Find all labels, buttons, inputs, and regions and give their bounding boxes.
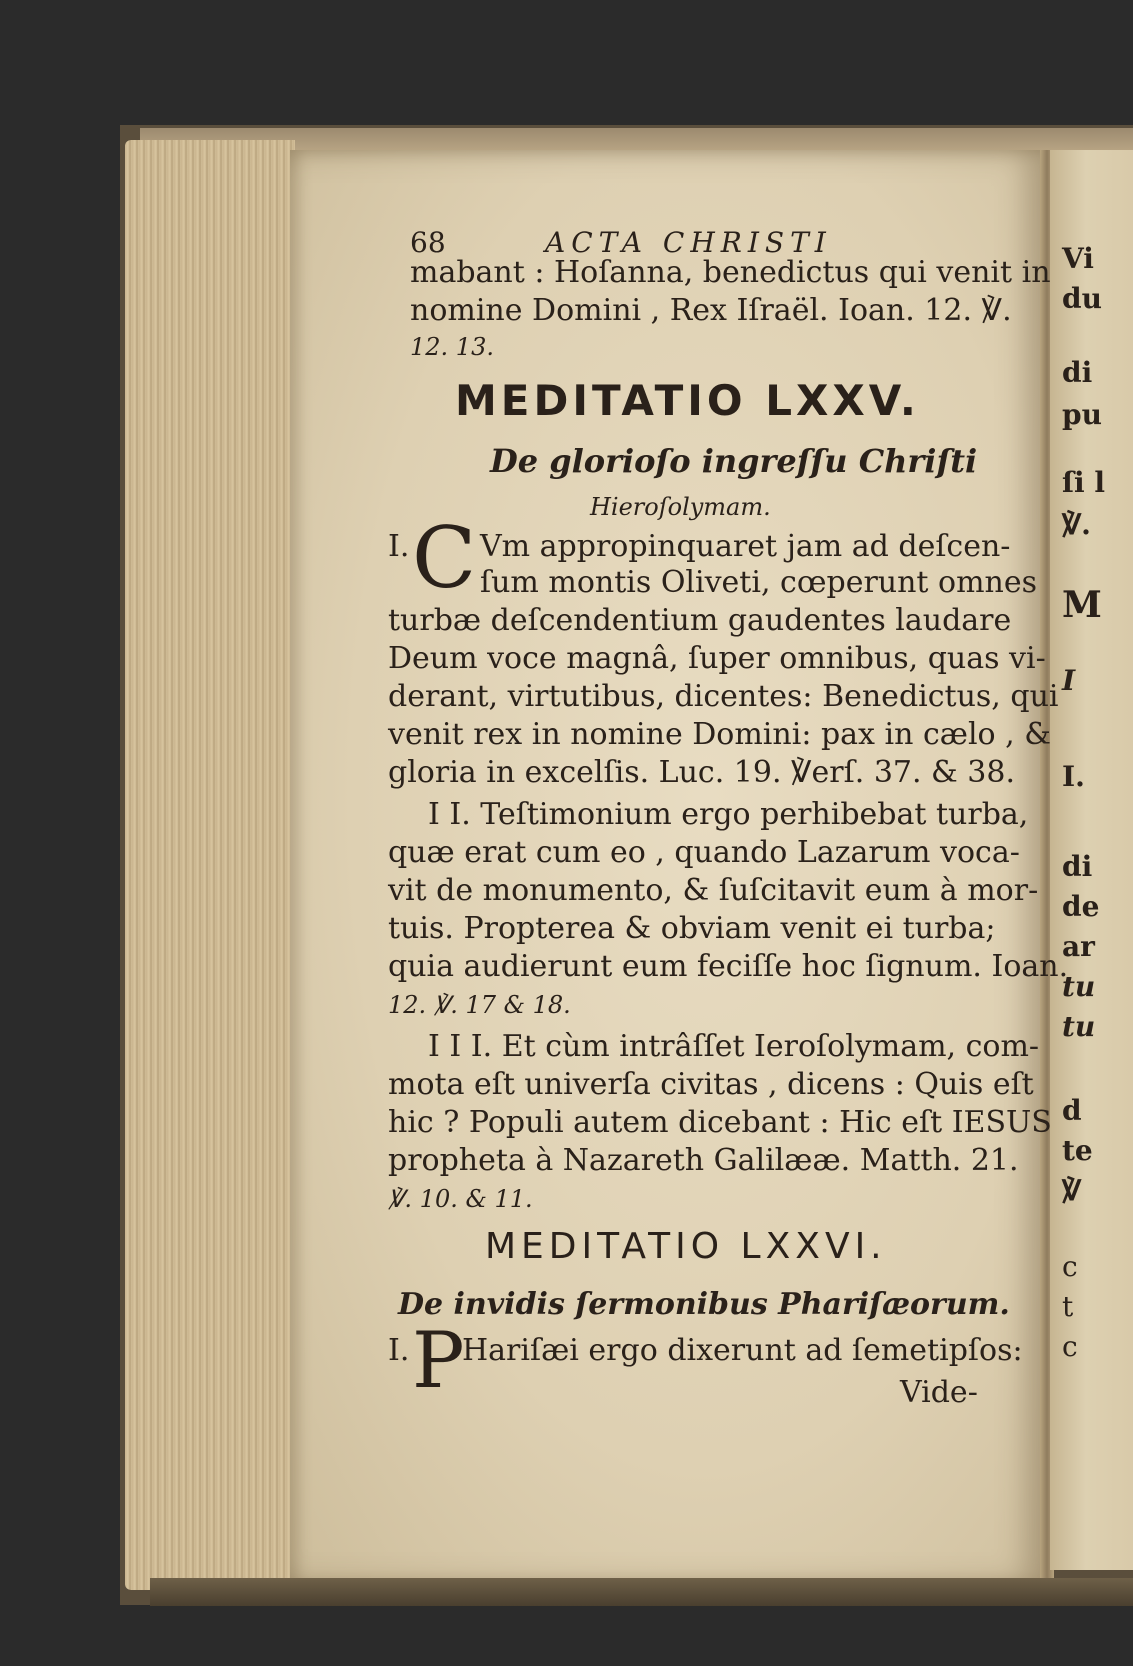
right-fragment: tu (1062, 1010, 1096, 1043)
text-line: Deum voce magnâ, ſuper omnibus, quas vi- (388, 641, 1046, 676)
text-line: turbæ deſcendentium gaudentes laudare (388, 603, 1012, 638)
right-fragment: du (1062, 282, 1102, 315)
text-line: Hariſæi ergo dixerunt ad ſemetipſos: (462, 1333, 1023, 1368)
paragraph-number: I. (388, 529, 410, 564)
text-line: gloria in excelſis. Luc. 19. ℣erſ. 37. & 38. (388, 755, 1016, 790)
text-line: hic ? Populi autem dicebant : Hic eſt IESUS (388, 1105, 1052, 1140)
text-line: 12. 13. (410, 333, 494, 361)
text-line: tuis. Propterea & obviam venit ei turba; (388, 911, 996, 946)
meditatio-75-title: MEDITATIO LXXV. (455, 376, 920, 425)
right-fragment: c (1062, 1330, 1078, 1363)
right-fragment: tu (1062, 970, 1096, 1003)
right-fragment: te (1062, 1134, 1093, 1167)
text-line: vit de monumento, & ſuſcitavit eum à mor- (388, 873, 1039, 908)
running-head: ACTA CHRISTI (545, 226, 832, 259)
text-line: mota eſt univerſa civitas , dicens : Quis eſt (388, 1067, 1034, 1102)
text-line: quæ erat cum eo , quando Lazarum voca- (388, 835, 1020, 870)
right-fragment: di (1062, 356, 1093, 389)
text-line: propheta à Nazareth Galilææ. Matth. 21. (388, 1143, 1019, 1178)
text-line: mabant : Hoſanna, benedictus qui venit in (410, 255, 1051, 290)
meditatio-75-subtitle-2: Hieroſolymam. (590, 493, 771, 521)
text-line: nomine Domini , Rex Iſraël. Ioan. 12. ℣. (410, 293, 1012, 328)
right-fragment: ſi l (1062, 466, 1106, 499)
text-line: I I I. Et cùm intrâſſet Ieroſolymam, com- (428, 1029, 1040, 1064)
text-line: quia audierunt eum feciſſe hoc ſignum. Ioan. (388, 949, 1069, 984)
right-fragment: c (1062, 1250, 1078, 1283)
meditatio-76-subtitle: De invidis ſermonibus Phariſæorum. (398, 1287, 1010, 1322)
right-fragment: pu (1062, 398, 1102, 431)
right-fragment: I (1062, 664, 1076, 697)
book-bottom-edge (150, 1578, 1133, 1606)
right-fragment: Vi (1062, 242, 1094, 275)
right-fragment: t (1062, 1290, 1074, 1323)
text-line: 12. ℣. 17 & 18. (388, 991, 571, 1019)
catchword: Vide- (900, 1375, 978, 1410)
meditatio-76-title: MEDITATIO LXXVI. (485, 1226, 887, 1267)
page-block-edges (125, 140, 295, 1590)
text-line: derant, virtutibus, dicentes: Benedictus, qui (388, 679, 1059, 714)
right-fragment: d (1062, 1094, 1082, 1127)
drop-cap-p: P (412, 1316, 465, 1406)
right-fragment: de (1062, 890, 1100, 923)
text-line: I I. Teſtimonium ergo perhibebat turba, (428, 797, 1029, 832)
paragraph-number: I. (388, 1333, 410, 1368)
right-fragment: di (1062, 850, 1093, 883)
right-fragment: M (1062, 584, 1102, 626)
right-fragment: ℣ (1062, 1174, 1082, 1207)
drop-cap-c: C (412, 509, 477, 607)
right-fragment: I. (1062, 760, 1085, 793)
right-fragment: ar (1062, 930, 1095, 963)
page-number: 68 (410, 226, 446, 259)
meditatio-75-subtitle: De glorioſo ingreſſu Chriſti (490, 442, 978, 480)
text-line: ℣. 10. & 11. (388, 1185, 533, 1213)
right-fragment: ℣. (1062, 508, 1091, 541)
text-line: Vm appropinquaret jam ad deſcen- (480, 529, 1011, 564)
text-line: venit rex in nomine Domini: pax in cælo , & (388, 717, 1051, 752)
text-line: ſum montis Oliveti, cœperunt omnes (480, 565, 1038, 600)
